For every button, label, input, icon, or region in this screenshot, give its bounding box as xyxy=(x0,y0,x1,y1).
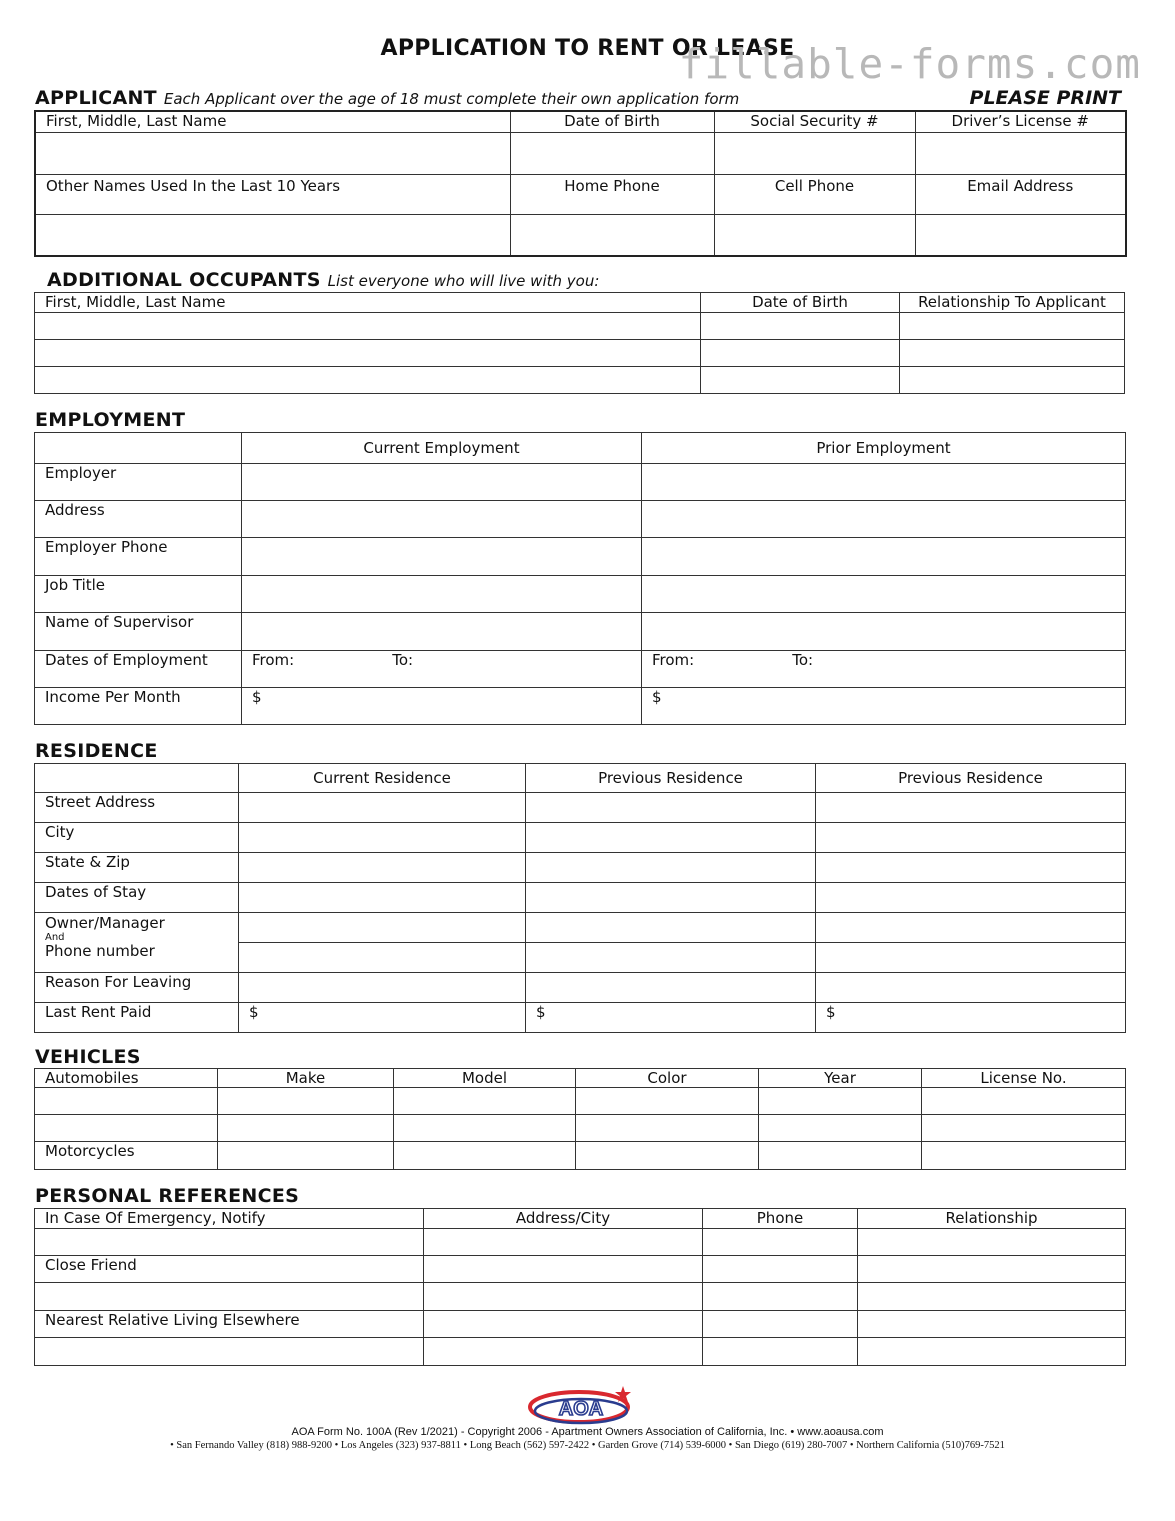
reference-field[interactable] xyxy=(703,1256,858,1283)
occupant-name-field[interactable] xyxy=(35,340,701,367)
reason-leaving-label: Reason For Leaving xyxy=(35,973,239,1003)
reference-field[interactable] xyxy=(424,1229,703,1256)
vehicle-field[interactable] xyxy=(35,1088,218,1115)
previous-residence-header: Previous Residence xyxy=(526,764,816,793)
vehicle-field[interactable] xyxy=(35,1115,218,1142)
occupant-name-label: First, Middle, Last Name xyxy=(35,293,701,313)
reference-field[interactable] xyxy=(35,1338,424,1366)
residence-field[interactable] xyxy=(816,913,1126,943)
color-label: Color xyxy=(576,1069,759,1088)
reference-field[interactable] xyxy=(858,1338,1126,1366)
vehicle-field[interactable] xyxy=(759,1088,922,1115)
supervisor-label: Name of Supervisor xyxy=(35,613,242,651)
references-table xyxy=(34,1208,1126,1366)
residence-field[interactable] xyxy=(816,943,1126,973)
current-address-field[interactable] xyxy=(242,501,642,538)
residence-field[interactable] xyxy=(526,823,816,853)
year-label: Year xyxy=(759,1069,922,1088)
vehicle-field[interactable] xyxy=(576,1088,759,1115)
dates-of-employment-label: Dates of Employment xyxy=(35,651,242,688)
home-phone-field[interactable] xyxy=(510,214,714,256)
occupant-name-field[interactable] xyxy=(35,367,701,394)
reference-field[interactable] xyxy=(35,1229,424,1256)
prior-employment-header: Prior Employment xyxy=(642,433,1126,464)
make-label: Make xyxy=(218,1069,394,1088)
last-rent-label: Last Rent Paid xyxy=(35,1003,239,1033)
prior-job-title-field[interactable] xyxy=(642,576,1126,613)
residence-field[interactable] xyxy=(526,913,816,943)
occupant-relationship-field[interactable] xyxy=(900,313,1125,340)
name-field[interactable] xyxy=(35,132,510,174)
state-zip-label: State & Zip xyxy=(35,853,239,883)
vehicle-field[interactable] xyxy=(394,1115,576,1142)
residence-field[interactable] xyxy=(526,973,816,1003)
occupants-title: ADDITIONAL OCCUPANTS xyxy=(47,269,321,291)
current-employer-phone-field[interactable] xyxy=(242,538,642,576)
vehicle-field[interactable] xyxy=(218,1115,394,1142)
watermark: fillable-forms.com xyxy=(678,40,1141,88)
reference-field[interactable] xyxy=(424,1283,703,1311)
current-income-field[interactable]: $ xyxy=(242,688,642,725)
residence-field[interactable] xyxy=(239,883,526,913)
footer-copyright: AOA Form No. 100A (Rev 1/2021) - Copyright 2006 - Apartment Owners Association of California, Inc. • www.aoausa.com xyxy=(291,1426,884,1438)
to-label: To: xyxy=(792,651,814,669)
job-title-label: Job Title xyxy=(35,576,242,613)
residence-field[interactable] xyxy=(239,793,526,823)
and-text: And xyxy=(45,932,65,943)
automobiles-label: Automobiles xyxy=(35,1069,218,1088)
vehicle-field[interactable] xyxy=(922,1088,1126,1115)
license-field[interactable] xyxy=(915,132,1126,174)
occupant-relationship-label: Relationship To Applicant xyxy=(900,293,1125,313)
street-label: Street Address xyxy=(35,793,239,823)
vehicle-field[interactable] xyxy=(394,1088,576,1115)
phone-label: Phone xyxy=(703,1209,858,1229)
employment-heading: EMPLOYMENT xyxy=(35,409,186,431)
vehicle-field[interactable] xyxy=(576,1115,759,1142)
aoa-logo xyxy=(526,1383,636,1427)
reference-field[interactable] xyxy=(35,1283,424,1311)
reference-field[interactable] xyxy=(703,1229,858,1256)
residence-field[interactable] xyxy=(526,883,816,913)
home-phone-label: Home Phone xyxy=(510,174,714,214)
occupant-dob-field[interactable] xyxy=(701,340,900,367)
residence-field[interactable] xyxy=(526,793,816,823)
other-names-field[interactable] xyxy=(35,214,510,256)
vehicle-field[interactable] xyxy=(218,1142,394,1170)
applicant-heading xyxy=(35,87,739,109)
vehicle-field[interactable] xyxy=(759,1115,922,1142)
residence-field[interactable] xyxy=(239,913,526,943)
owner-manager-label xyxy=(35,913,239,973)
occupant-dob-field[interactable] xyxy=(701,367,900,394)
license-no-label: License No. xyxy=(922,1069,1126,1088)
reference-field[interactable] xyxy=(703,1338,858,1366)
vehicle-field[interactable] xyxy=(218,1088,394,1115)
vehicle-field[interactable] xyxy=(394,1142,576,1170)
close-friend-label: Close Friend xyxy=(35,1256,424,1283)
reference-field[interactable] xyxy=(858,1256,1126,1283)
model-label: Model xyxy=(394,1069,576,1088)
prior-dates-field[interactable] xyxy=(642,651,1126,688)
residence-field[interactable] xyxy=(816,853,1126,883)
employer-label: Employer xyxy=(35,464,242,501)
residence-field[interactable] xyxy=(816,823,1126,853)
references-heading: PERSONAL REFERENCES xyxy=(35,1185,300,1207)
occupant-dob-field[interactable] xyxy=(701,313,900,340)
residence-corner xyxy=(35,764,239,793)
employment-table xyxy=(34,432,1126,725)
vehicles-table xyxy=(34,1068,1126,1170)
current-dates-field[interactable] xyxy=(242,651,642,688)
reference-field[interactable] xyxy=(858,1311,1126,1338)
relationship-label: Relationship xyxy=(858,1209,1126,1229)
residence-field[interactable] xyxy=(816,973,1126,1003)
vehicle-field[interactable] xyxy=(576,1142,759,1170)
footer-locations: • San Fernando Valley (818) 988-9200 • Los Angeles (323) 937-8811 • Long Beach (562) 597-2422 • Garden Grove (714) 539-6000 • San Diego (619) 280-7007 • Northern California (510)769-7521 xyxy=(170,1440,1005,1451)
from-label: From: xyxy=(252,651,295,669)
address-label: Address xyxy=(35,501,242,538)
prior-address-field[interactable] xyxy=(642,501,1126,538)
applicant-note: Each Applicant over the age of 18 must complete their own application form xyxy=(163,90,740,108)
previous-residence-header-2: Previous Residence xyxy=(816,764,1126,793)
nearest-relative-label: Nearest Relative Living Elsewhere xyxy=(35,1311,424,1338)
reference-field[interactable] xyxy=(703,1283,858,1311)
ssn-field[interactable] xyxy=(714,132,915,174)
license-label: Driver’s License # xyxy=(915,111,1126,132)
occupants-heading xyxy=(47,269,599,291)
email-field[interactable] xyxy=(915,214,1126,256)
last-rent-field[interactable]: $ xyxy=(526,1003,816,1033)
reference-field[interactable] xyxy=(858,1283,1126,1311)
cell-phone-field[interactable] xyxy=(714,214,915,256)
name-label: First, Middle, Last Name xyxy=(35,111,510,132)
applicant-title: APPLICANT xyxy=(35,87,157,109)
employment-corner xyxy=(35,433,242,464)
residence-field[interactable] xyxy=(239,853,526,883)
residence-field[interactable] xyxy=(816,883,1126,913)
current-residence-header: Current Residence xyxy=(239,764,526,793)
residence-table xyxy=(34,763,1126,1033)
occupant-relationship-field[interactable] xyxy=(900,340,1125,367)
city-label: City xyxy=(35,823,239,853)
ssn-label: Social Security # xyxy=(714,111,915,132)
reference-field[interactable] xyxy=(424,1311,703,1338)
applicant-table xyxy=(34,110,1127,257)
residence-heading: RESIDENCE xyxy=(35,740,158,762)
owner-manager-text: Owner/Manager xyxy=(45,914,165,932)
from-label: From: xyxy=(652,651,695,669)
reference-field[interactable] xyxy=(424,1338,703,1366)
vehicles-heading: VEHICLES xyxy=(35,1046,141,1068)
current-job-title-field[interactable] xyxy=(242,576,642,613)
last-rent-field[interactable]: $ xyxy=(816,1003,1126,1033)
other-names-label: Other Names Used In the Last 10 Years xyxy=(35,174,510,214)
reference-field[interactable] xyxy=(424,1256,703,1283)
address-city-label: Address/City xyxy=(424,1209,703,1229)
dob-label: Date of Birth xyxy=(510,111,714,132)
phone-number-text: Phone number xyxy=(45,942,155,960)
vehicle-field[interactable] xyxy=(922,1142,1126,1170)
prior-income-field[interactable]: $ xyxy=(642,688,1126,725)
occupants-note: List everyone who will live with you: xyxy=(327,272,600,290)
logo-text: AOA xyxy=(558,1398,604,1420)
reference-field[interactable] xyxy=(703,1311,858,1338)
occupant-relationship-field[interactable] xyxy=(900,367,1125,394)
dates-of-stay-label: Dates of Stay xyxy=(35,883,239,913)
current-supervisor-field[interactable] xyxy=(242,613,642,651)
motorcycles-label: Motorcycles xyxy=(35,1142,218,1170)
please-print: PLEASE PRINT xyxy=(969,87,1121,109)
income-label: Income Per Month xyxy=(35,688,242,725)
reference-field[interactable] xyxy=(858,1229,1126,1256)
prior-supervisor-field[interactable] xyxy=(642,613,1126,651)
vehicle-field[interactable] xyxy=(922,1115,1126,1142)
residence-field[interactable] xyxy=(239,823,526,853)
prior-employer-phone-field[interactable] xyxy=(642,538,1126,576)
cell-phone-label: Cell Phone xyxy=(714,174,915,214)
occupant-name-field[interactable] xyxy=(35,313,701,340)
dob-field[interactable] xyxy=(510,132,714,174)
employer-phone-label: Employer Phone xyxy=(35,538,242,576)
emergency-label: In Case Of Emergency, Notify xyxy=(35,1209,424,1229)
prior-employer-field[interactable] xyxy=(642,464,1126,501)
residence-field[interactable] xyxy=(816,793,1126,823)
page-title: APPLICATION TO RENT OR LEASE xyxy=(380,36,795,61)
last-rent-field[interactable]: $ xyxy=(239,1003,526,1033)
residence-field[interactable] xyxy=(526,943,816,973)
email-label: Email Address xyxy=(915,174,1126,214)
residence-field[interactable] xyxy=(239,943,526,973)
to-label: To: xyxy=(392,651,414,669)
residence-field[interactable] xyxy=(526,853,816,883)
occupant-dob-label: Date of Birth xyxy=(701,293,900,313)
current-employment-header: Current Employment xyxy=(242,433,642,464)
vehicle-field[interactable] xyxy=(759,1142,922,1170)
occupants-table xyxy=(34,292,1125,394)
current-employer-field[interactable] xyxy=(242,464,642,501)
residence-field[interactable] xyxy=(239,973,526,1003)
